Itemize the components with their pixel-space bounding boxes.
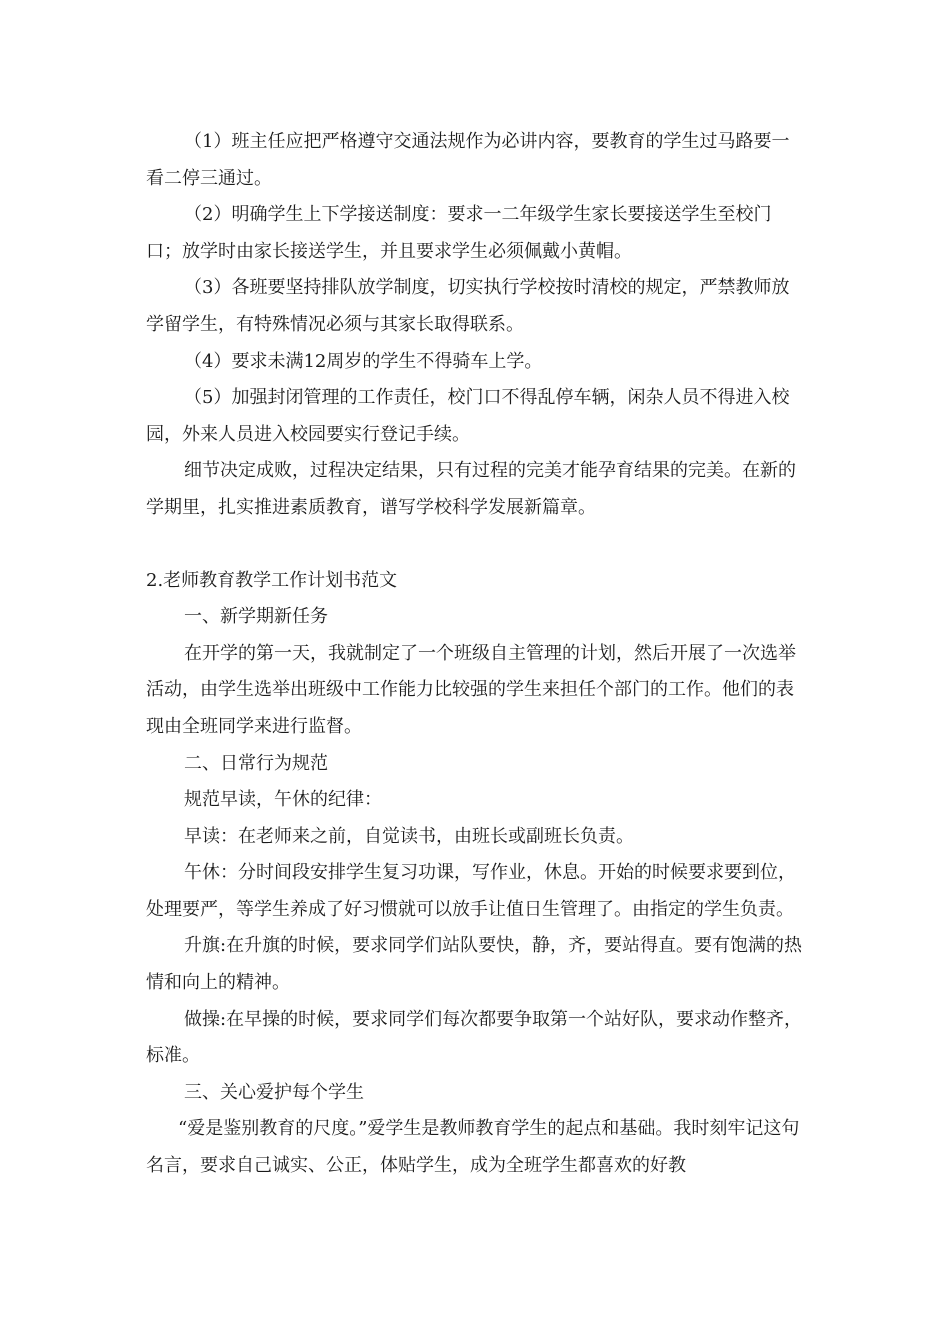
traffic-rule-4: （4）要求未满12周岁的学生不得骑车上学。 [184,350,543,372]
paragraph-noon-rest: 午休：分时间段安排学生复习功课，写作业，休息。开始的时候要求要到位，处理要严，等学生养成了好习惯就可以放手让值日生管理了。由指定的学生负责。 [146,862,796,920]
paragraph-self-management: 在开学的第一天，我就制定了一个班级自主管理的计划，然后开展了一次选举活动，由学生选举出班级中工作能力比较强的学生来担任个部门的工作。他们的表现由全班同学来进行监督。 [146,642,796,737]
paragraph-morning-reading: 早读：在老师来之前，自觉读书，由班长或副班长负责。 [184,825,634,847]
paragraph-exercise: 做操:在早操的时候，要求同学们每次都要争取第一个站好队，要求动作整齐，标准。 [146,1008,803,1067]
document-body [146,124,806,1185]
subheading-new-task: 一、新学期新任务 [184,606,328,628]
paragraph-love-quote: “爱是鉴别教育的尺度。”爱学生是教师教育学生的起点和基础。我时刻牢记这句名言，要求自己诚实、公正，体贴学生，成为全班学生都喜欢的好教 [146,1118,800,1177]
traffic-rule-3: （3）各班要坚持排队放学制度，切实执行学校按时清校的规定，严禁教师放学留学生，有特殊情况必须与其家长取得联系。 [146,277,790,335]
subheading-daily-behavior: 二、日常行为规范 [184,752,328,774]
section-title: 2.老师教育教学工作计划书范文 [146,569,398,591]
traffic-rule-5: （5）加强封闭管理的工作责任，校门口不得乱停车辆，闲杂人员不得进入校园，外来人员进入校园要实行登记手续。 [146,387,790,445]
traffic-rule-2: （2）明确学生上下学接送制度：要求一二年级学生家长要接送学生至校门口；放学时由家长接送学生，并且要求学生必须佩戴小黄帽。 [146,204,772,262]
closing-paragraph: 细节决定成败，过程决定结果，只有过程的完美才能孕育结果的完美。在新的学期里，扎实推进素质教育，谱写学校科学发展新篇章。 [146,460,796,518]
section-gap [146,527,806,563]
traffic-rule-1: （1）班主任应把严格遵守交通法规作为必讲内容，要教育的学生过马路要一看二停三通过。 [146,131,790,189]
subheading-care-students: 三、关心爱护每个学生 [184,1081,364,1103]
paragraph-flag-raising: 升旗:在升旗的时候，要求同学们站队要快，静，齐，要站得直。要有饱满的热情和向上的精神。 [146,935,803,994]
paragraph-discipline: 规范早读，午休的纪律： [184,789,382,811]
